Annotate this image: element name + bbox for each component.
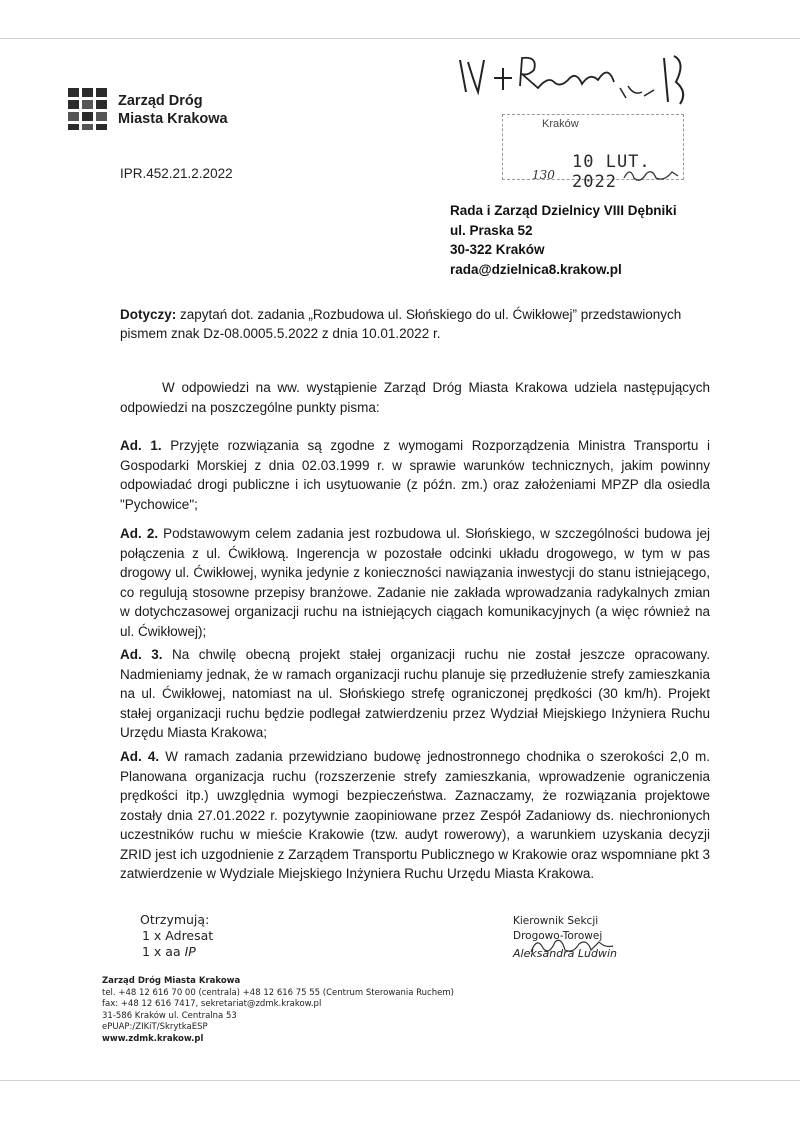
point-label: Ad. 4. <box>120 749 160 764</box>
recipient-line1: Rada i Zarząd Dzielnicy VIII Dębniki <box>450 203 677 218</box>
footer-web: www.zdmk.krakow.pl <box>102 1033 204 1044</box>
recipient-line3: 30-322 Kraków <box>450 242 545 257</box>
footer-phone: tel. +48 12 616 70 00 (centrala) +48 12 616 75 55 (Centrum Sterowania Ruchem) <box>102 987 454 998</box>
stamp-number: 130 <box>532 168 555 182</box>
signature-block <box>513 914 617 961</box>
recipient-address <box>450 201 677 279</box>
point-text: Podstawowym celem zadania jest rozbudowa ul. Słońskiego, w szczególności budowa jej połączenia z ul. Ćwikłową. Ingerencja w pozostałe odcinki układu drogowego, w tym w pas drogowy ul. Ćwikłowej, wynika jedynie z konieczności nawiązania inwestycji do stanu istniejącego, co regulują stosowne przepisy branżowe. Zadanie nie zakłada wprowadzania radykalnych zmian w dotychczasowej organizacji ruchu na istniejących ciągach komunikacyjnych (a więc również na ul. Ćwikłowej); <box>120 526 710 639</box>
receivers-list <box>140 912 213 960</box>
intro-paragraph: W odpowiedzi na ww. wystąpienie Zarząd Dróg Miasta Krakowa udziela następujących odpowiedzi na poszczególne punkty pisma: <box>120 380 710 415</box>
subject-text: zapytań dot. zadania „Rozbudowa ul. Słońskiego do ul. Ćwikłowej” przedstawionych pismem znak Dz-08.0005.5.2022 z dnia 10.01.2022 r. <box>120 307 682 341</box>
point-paragraph <box>120 747 710 884</box>
scan-edge-top <box>0 38 800 39</box>
recipient-line2: ul. Praska 52 <box>450 222 533 238</box>
point-text: Na chwilę obecną projekt stałej organizacji ruchu nie został jeszcze opracowany. Nadmieniamy jednak, że w ramach organizacji ruchu planuje się przedłużenie strefy zamieszkania na ul. Ćwikłowej, natomiast na ul. Słońskiego strefę ograniczonej prędkości (30 km/h). Projekt stałej organizacji ruchu będzie podlegał zatwierdzeniu przez Wydział Miejskiego Inżyniera Ruchu Urzędu Miasta Krakowa; <box>120 647 710 740</box>
receiver-item: 1 x Adresat <box>142 928 214 943</box>
point-paragraph <box>120 524 710 641</box>
subject <box>120 305 700 343</box>
point-label: Ad. 1. <box>120 438 162 453</box>
point-paragraph <box>120 645 710 743</box>
recipient-email: rada@dzielnica8.krakow.pl <box>450 261 622 277</box>
sender-name-line1: Zarząd Dróg <box>118 93 203 109</box>
stamp-date: 10 LUT. 2022 <box>572 152 651 192</box>
registration-stamp <box>502 108 684 192</box>
signature-name: Aleksandra Ludwin <box>513 947 618 960</box>
point-text: W ramach zadania przewidziano budowę jednostronnego chodnika o szerokości 2,0 m. Planowana organizacja ruchu (rozszerzenie strefy zamieszkania, wprowadzenie ograniczenia prędkości itp.) uwzględnia wymogi bezpieczeństwa. Zaznaczamy, że rozwiązania projektowe zostały dnia 27.01.2022 r. pozytywnie zaopiniowane przez Zespół Zadaniowy ds. niechronionych uczestników ruchu w mieście Krakowie (tzw. audyt rowerowy), a warunkiem uzyskania decyzji ZRID jest ich uzgodnienie z Zarządem Transportu Publicznego w Krakowie oraz wspomniane pkt 3 zatwierdzenie w Wydziale Miejskiego Inżyniera Ruchu Urzędu Miasta Krakowa. <box>120 749 710 881</box>
footer-fax: fax: +48 12 616 7417, sekretariat@zdmk.krakow.pl <box>102 999 322 1009</box>
reference-number: IPR.452.21.2.2022 <box>120 166 233 181</box>
subject-label: Dotyczy: <box>120 307 177 322</box>
sender-name-line2: Miasta Krakowa <box>118 111 228 127</box>
footer-contact <box>102 976 454 1045</box>
handwritten-signature <box>527 934 617 958</box>
stamp-initials <box>622 164 682 186</box>
receivers-title: Otrzymują: <box>140 912 210 927</box>
zdmk-logo-icon <box>68 88 108 132</box>
scan-edge-bottom <box>0 1080 800 1081</box>
point-label: Ad. 2. <box>120 526 159 541</box>
footer-address: 31-586 Kraków ul. Centralna 53 <box>102 1010 237 1021</box>
sender-name <box>118 92 228 128</box>
point-paragraph <box>120 436 710 514</box>
point-text: Przyjęte rozwiązania są zgodne z wymogami Rozporządzenia Ministra Transportu i Gospodarki Morskiej z dnia 02.03.1999 r. w sprawie warunków technicznych, jakim powinny odpowiadać drogi publiczne i ich usytuowanie (z późn. zm.) oraz założeniami MPZP dla osiedla "Pychowice"; <box>120 438 710 512</box>
footer-epuap: ePUAP:/ZIKiT/SkrytkaESP <box>102 1022 208 1032</box>
signature-title-line1: Kierownik Sekcji <box>513 915 599 927</box>
receiver-item <box>140 944 213 960</box>
stamp-city: Kraków <box>542 118 579 130</box>
point-label: Ad. 3. <box>120 647 163 662</box>
footer-org: Zarząd Dróg Miasta Krakowa <box>102 976 241 986</box>
receiver-item-suffix: IP <box>184 944 196 959</box>
signature-title-line2: Drogowo-Torowej <box>513 930 603 942</box>
receiver-item-prefix: 1 x aa <box>142 944 185 959</box>
